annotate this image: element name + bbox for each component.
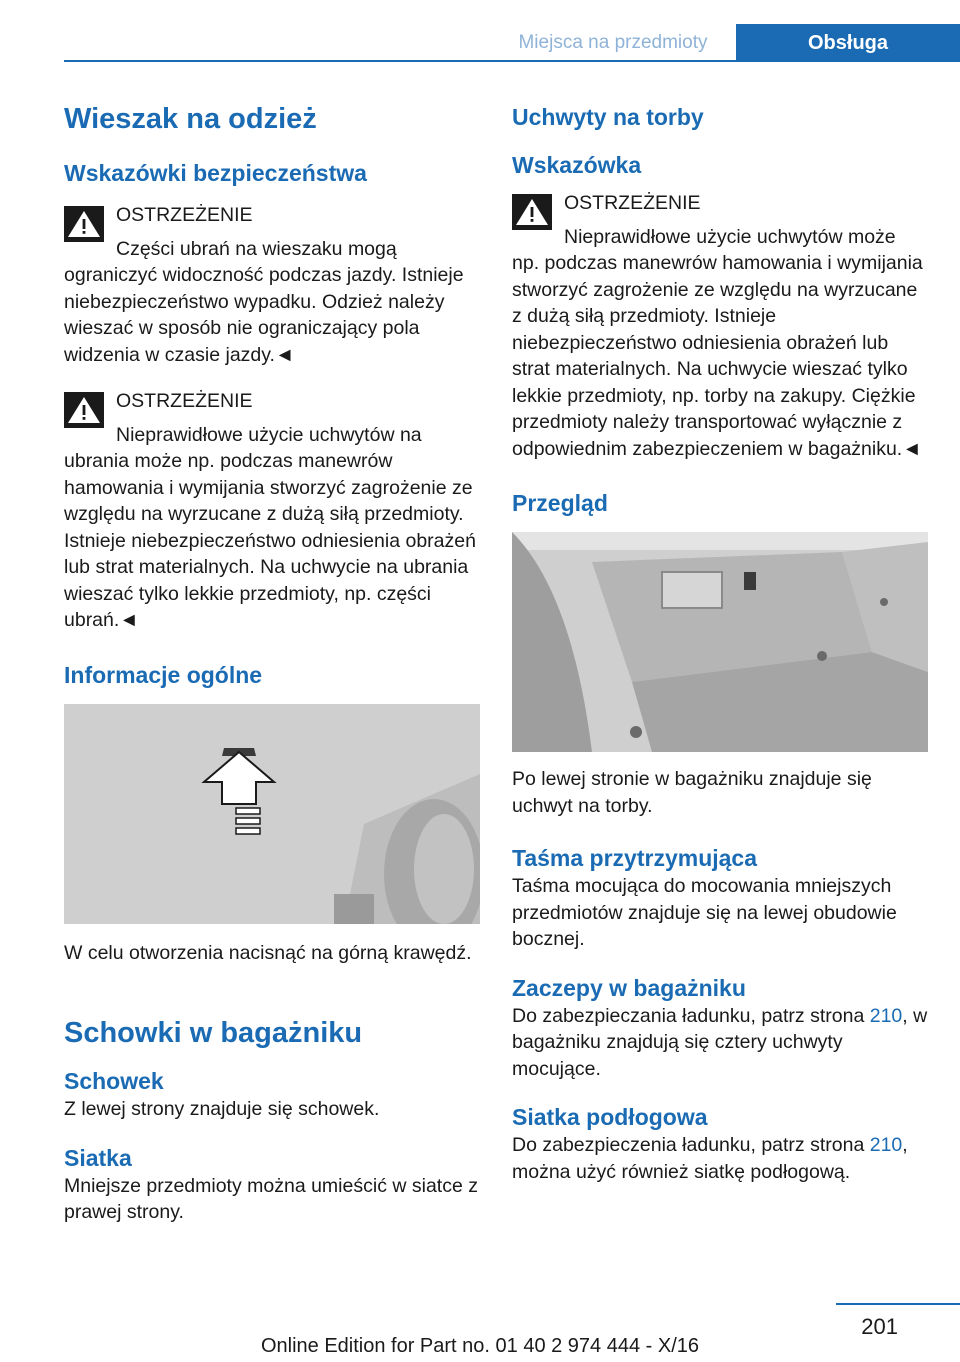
text-strap: Taśma mocująca do mocowania mniejszych przedmiotów znajduje się na lewej obudowie bocznej.	[512, 875, 897, 950]
warning-label: OSTRZEŻENIE	[116, 390, 253, 412]
text-net: Mniejsze przedmioty można umieścić w siatce z prawej strony.	[64, 1174, 478, 1223]
text-overview: Po lewej stronie w bagażniku znajduje się uchwyt na torby.	[512, 768, 872, 817]
heading-lashing: Zaczepy w bagażniku	[512, 974, 746, 1001]
heading-overview: Przegląd	[512, 490, 608, 516]
heading-general-info: Informacje ogólne	[64, 661, 263, 688]
heading-net: Siatka	[64, 1144, 132, 1171]
text-compartment: Z lewej strony znajduje się schowek.	[64, 1098, 380, 1120]
page-link-210[interactable]: 210	[869, 1134, 903, 1156]
section-title-storage: Schowki w bagażniku	[64, 1017, 363, 1049]
warning-text: Części ubrań na wieszaku mogą ograniczyć widoczność podczas jazdy. Istnieje niebezpieczeństwo wypadku. Odzież należy wieszać w sposób nie ograniczający pola widzenia w czasie jazdy.◄	[64, 237, 464, 366]
warning-text: Nieprawidłowe użycie uchwytów na ubrania może np. podczas manewrów hamowania i wymijania stworzyć zagrożenie ze względu na wyrzucane z dużą siłą przedmioty. Istnieje niebezpieczeństwo odniesienia obrażeń lub strat materialnych. Na uchwycie na ubrania wieszać tylko lekkie przedmioty, np. części ubrań.◄	[64, 423, 476, 631]
heading-compartment: Schowek	[64, 1068, 164, 1094]
right-column	[512, 100, 928, 1185]
heading-bag-hooks: Uchwyty na torby	[512, 104, 704, 130]
footer-rule	[836, 1303, 960, 1305]
header-section-title: Miejsca na przedmioty	[518, 32, 708, 53]
heading-safety: Wskazówki bezpieczeństwa	[64, 160, 367, 186]
header-rule	[64, 60, 960, 62]
left-column	[64, 100, 480, 1226]
edition-line: Online Edition for Part no. 01 40 2 974 444 - X/16	[260, 1335, 700, 1357]
page-link-210[interactable]: 210	[869, 1004, 903, 1027]
warning-triangle-icon	[512, 194, 552, 230]
caption-open: W celu otworzenia nacisnąć na górną krawędź.	[64, 941, 472, 964]
warning-block-1	[64, 202, 480, 368]
heading-floor-net: Siatka podłogowa	[512, 1104, 708, 1130]
warning-label: OSTRZEŻENIE	[564, 192, 701, 214]
trunk-overview-illustration	[512, 532, 928, 752]
warning-triangle-icon	[64, 206, 104, 242]
header-chapter-tab: Obsługa	[736, 24, 960, 62]
warning-label: OSTRZEŻENIE	[116, 204, 253, 226]
warning-triangle-icon	[64, 392, 104, 428]
page-number: 201	[861, 1314, 898, 1339]
coat-hook-illustration	[64, 704, 480, 924]
warning-block-2	[64, 388, 480, 634]
text-lashing: Do zabezpieczania ładunku, patrz strona 210, w bagażniku znajdują się cztery uchwyty mocujące.	[512, 1004, 928, 1080]
warning-block-right	[512, 190, 928, 462]
heading-note: Wskazówka	[512, 152, 642, 178]
section-title-coat-hook: Wieszak na odzież	[64, 103, 317, 135]
warning-text: Nieprawidłowe użycie uchwytów może np. podczas manewrów hamowania i wymijania stworzyć zagrożenie ze względu na wyrzucane z dużą siłą przedmioty. Istnieje niebezpieczeństwo odniesienia obrażeń lub strat materialnych. Na uchwycie wieszać tylko lekkie przedmioty, np. torby na zakupy. Ciężkie przedmioty należy transportować wyłącznie z odpowiednim zabezpieczeniem w bagażniku.◄	[512, 225, 923, 460]
text-floor-net: Do zabezpieczenia ładunku, patrz strona 210, można użyć również siatkę podłogową.	[512, 1134, 908, 1183]
heading-strap: Taśma przytrzymująca	[512, 845, 758, 871]
